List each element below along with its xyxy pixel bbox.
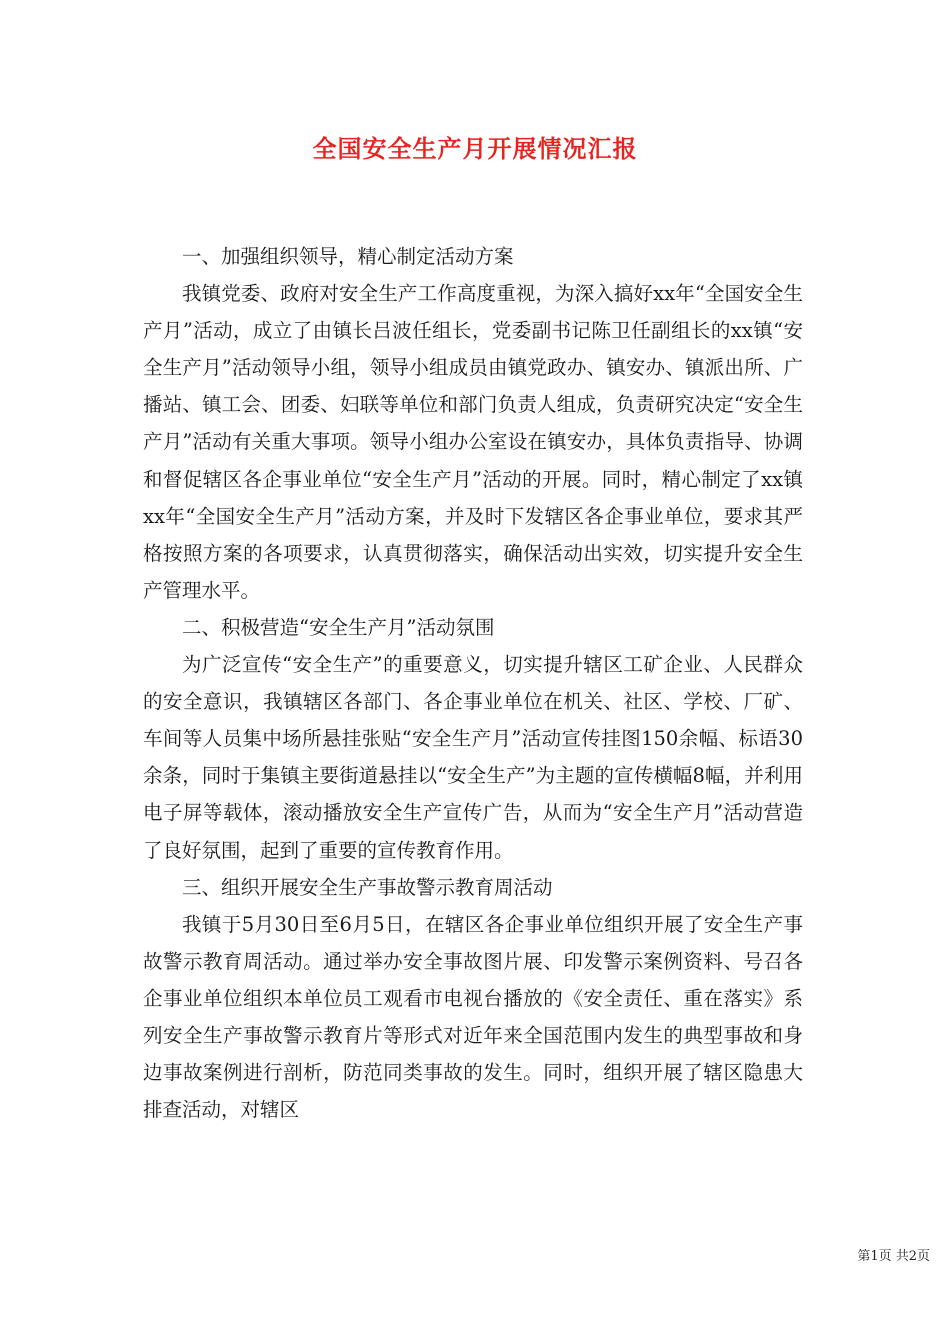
section-heading-3: 三、组织开展安全生产事故警示教育周活动 [182,875,553,899]
section-heading-1: 一、加强组织领导，精心制定活动方案 [182,245,514,268]
section-heading-2: 二、积极营造“安全生产月”活动氛围 [182,615,495,639]
section-paragraph-2: 为广泛宣传“安全生产”的重要意义，切实提升辖区工矿企业、人民群众的安全意识，我镇辖区各部门、各企事业单位在机关、社区、学校、厂矿、车间等人员集中场所悬挂张贴“安全生产月”活动宣传挂图150余幅、标语30余条，同时于集镇主要街道悬挂以“安全生产”为主题的宣传横幅8幅，并利用电子屏等载体，滚动播放安全生产宣传广告，从而为“安全生产月”活动营造了良好氛围，起到了重要的宣传教育作用。 [143,653,803,862]
section-paragraph-1: 我镇党委、政府对安全生产工作高度重视，为深入搞好xx年“全国安全生产月”活动，成立了由镇长吕波任组长，党委副书记陈卫任副组长的xx镇“安全生产月”活动领导小组，领导小组成员由镇党政办、镇安办、镇派出所、广播站、镇工会、团委、妇联等单位和部门负责人组成，负责研究决定“安全生产月”活动有关重大事项。领导小组办公室设在镇安办，具体负责指导、协调和督促辖区各企事业单位“安全生产月”活动的开展。同时，精心制定了xx镇xx年“全国安全生产月”活动方案，并及时下发辖区各企事业单位，要求其严格按照方案的各项要求，认真贯彻落实，确保活动出实效，切实提升安全生产管理水平。 [143,282,803,602]
page-number-label: 第1页 共2页 [857,1249,930,1264]
document-title: 全国安全生产月开展情况汇报 [312,134,638,163]
document-body [143,238,803,1128]
section-paragraph-3: 我镇于5月30日至6月5日，在辖区各企事业单位组织开展了安全生产事故警示教育周活动。通过举办安全事故图片展、印发警示案例资料、号召各企事业单位组织本单位员工观看市电视台播放的《安全责任、重在落实》系列安全生产事故警示教育片等形式对近年来全国范围内发生的典型事故和身边事故案例进行剖析，防范同类事故的发生。同时，组织开展了辖区隐患大排查活动，对辖区 [143,912,803,1122]
page-footer [0,1245,930,1264]
